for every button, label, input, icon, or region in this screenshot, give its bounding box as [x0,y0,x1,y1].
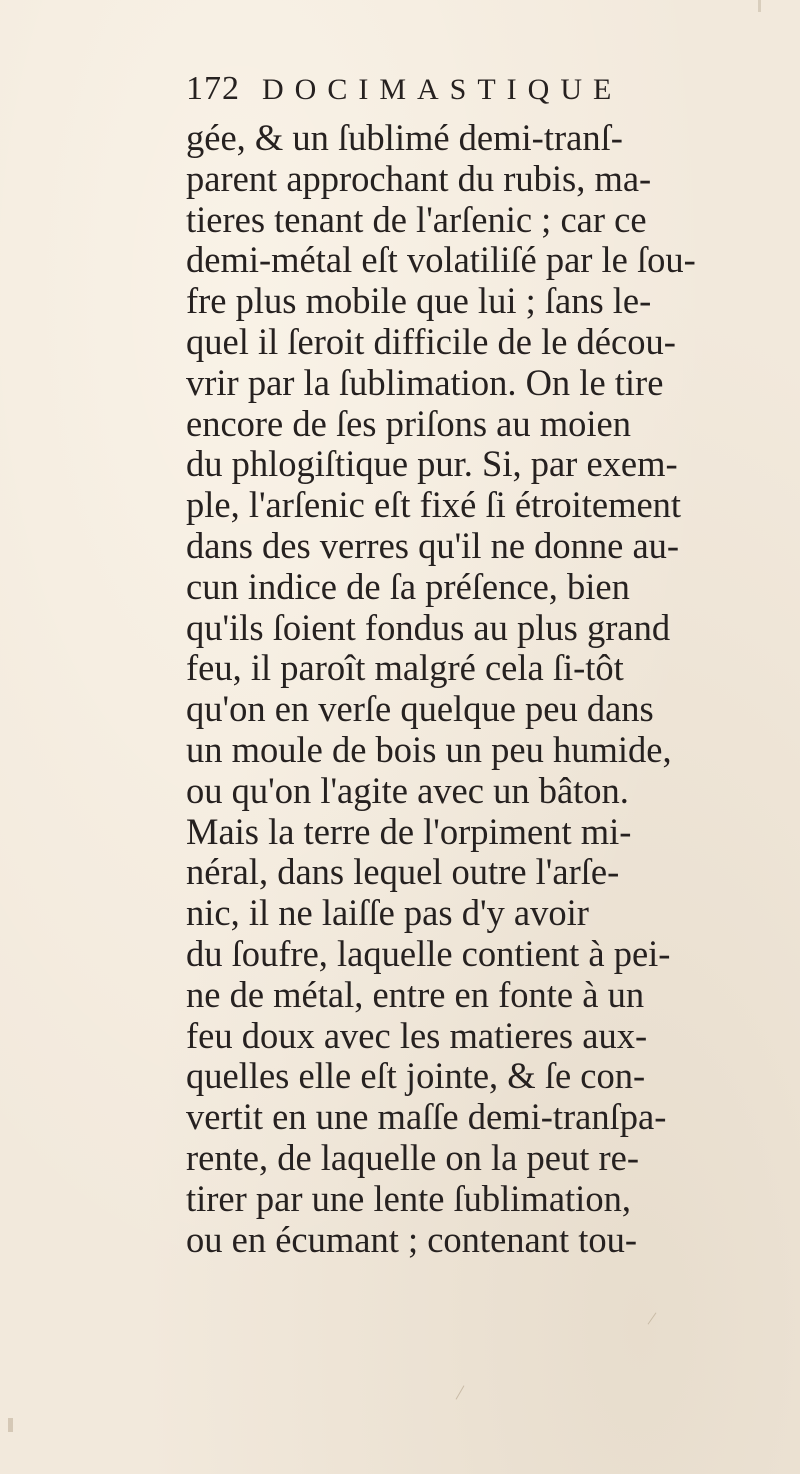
text-line: ou qu'on l'agite avec un bâton. [186,769,629,811]
page-header [186,70,666,120]
text-line: du phlogiſtique pur. Si, par exem- [186,443,678,485]
text-line: vertit en une maſſe demi-tranſpa- [186,1096,667,1138]
paper-mark [758,0,761,12]
text-line: qu'ils ſoient fondus au plus grand [186,606,671,648]
text-line: gée, & un ſublimé demi-tranſ- [186,117,623,158]
text-line: tirer par une lente ſublimation, [186,1177,631,1219]
text-line: quel il ſeroit difficile de le décou- [186,320,676,362]
text-line: rente, de laquelle on la peut re- [186,1136,639,1178]
text-line: ne de métal, entre en fonte à un [186,973,645,1015]
text-line: parent approchant du rubis, ma- [186,157,652,199]
text-line: ple, l'arſenic eſt fixé ſi étroitement [186,484,682,526]
text-line: ou en écumant ; contenant tou- [186,1218,638,1260]
paper-mark [456,1385,465,1399]
running-title: DOCIMASTIQUE [262,73,623,106]
text-line: feu doux avec les matieres aux- [186,1014,648,1056]
body-text [186,118,786,1260]
text-line: vrir par la ſublimation. On le tire [186,361,664,403]
text-line: un moule de bois un peu humide, [186,728,672,770]
text-line: tieres tenant de l'arſenic ; car ce [186,198,647,240]
text-line: feu, il paroît malgré cela ſi-tôt [186,647,624,689]
text-line: demi-métal eſt volatiliſé par le ſou- [186,239,696,281]
text-line: nic, il ne laiſſe pas d'y avoir [186,892,589,934]
text-line: néral, dans lequel outre l'arſe- [186,851,620,893]
text-line: encore de ſes priſons au moien [186,402,631,444]
page-number: 172 [186,70,240,107]
text-line: Mais la terre de l'orpiment mi- [186,810,632,852]
text-line: du ſoufre, laquelle contient à pei- [186,932,671,974]
text-line: qu'on en verſe quelque peu dans [186,688,654,730]
paper-mark [648,1312,657,1324]
text-line: quelles elle eſt jointe, & ſe con- [186,1055,646,1097]
text-line: dans des verres qu'il ne donne au- [186,524,680,566]
text-line: fre plus mobile que lui ; ſans le- [186,280,652,322]
text-line: cun indice de ſa préſence, bien [186,565,630,607]
paper-mark [8,1418,13,1432]
